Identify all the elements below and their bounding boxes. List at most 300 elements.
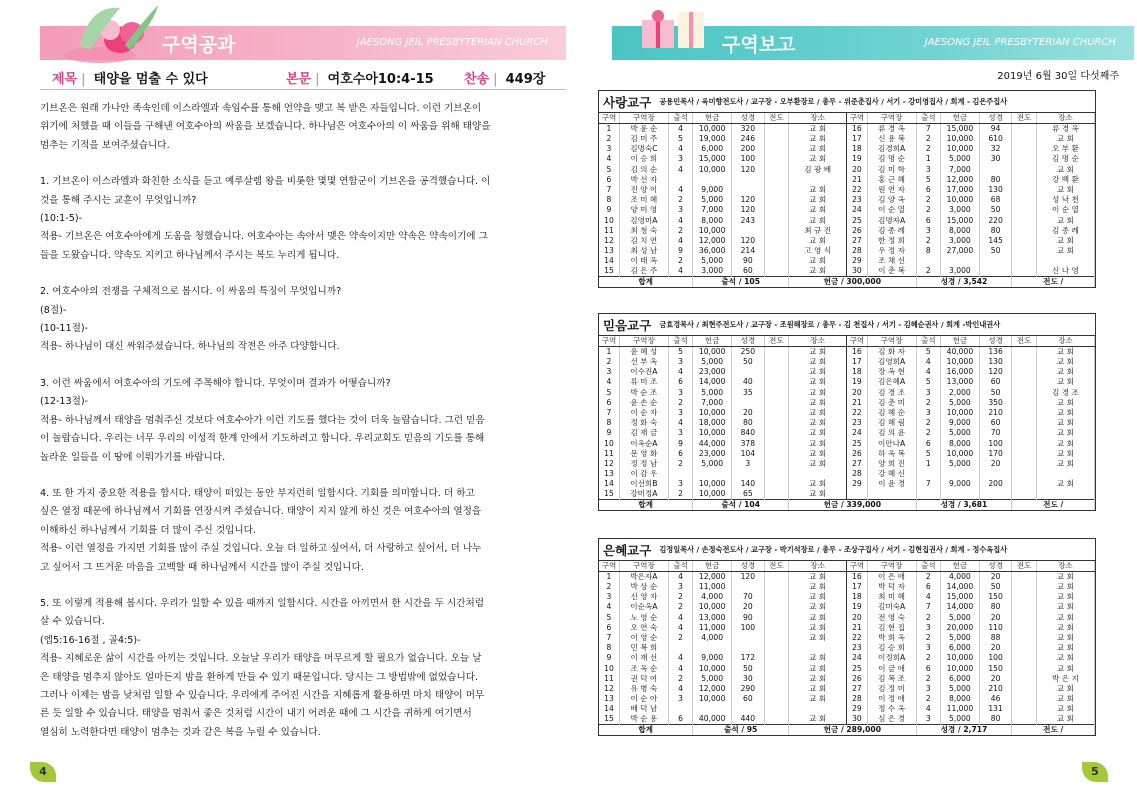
table-cell: 29 (847, 256, 867, 266)
table-cell: 교 회 (789, 134, 847, 144)
column-header: 장소 (789, 113, 847, 124)
table-cell: 30 (979, 154, 1012, 164)
table-cell: 23 (847, 643, 867, 653)
table-cell: 15,000 (941, 592, 980, 602)
table-cell (764, 185, 788, 195)
table-cell: 오 연 숙 (619, 623, 668, 633)
district-staff: 김정일목사 / 손정숙전도사 / 교구장 - 박기석장로 / 총무 - 조상구집사 / 서기 - 김현집권사 / 회계 - 정수옥집사 (659, 544, 1008, 554)
table-row (599, 694, 1095, 704)
table-cell (764, 449, 788, 459)
table-cell (1036, 489, 1094, 500)
table-cell: 2 (916, 613, 940, 623)
table-cell: 5 (916, 449, 940, 459)
table-cell (1012, 398, 1036, 408)
table-cell: 박 덕 자 (867, 582, 916, 592)
table-cell: 6 (916, 664, 940, 674)
table-cell (764, 592, 788, 602)
table-row (599, 418, 1095, 428)
table-cell: 12,000 (693, 684, 732, 694)
table-cell: 4 (668, 653, 692, 663)
table-cell: 20 (732, 602, 765, 612)
table-cell: 2 (599, 357, 619, 367)
column-header: 헌금 (693, 561, 732, 572)
table-cell: 김미숙A (867, 602, 916, 612)
table-cell: 교 회 (789, 236, 847, 246)
table-cell: 교 회 (1036, 439, 1094, 449)
table-cell (1012, 124, 1036, 135)
table-cell: 교 회 (1036, 572, 1094, 583)
table-cell: 140 (732, 479, 765, 489)
table-cell: 3 (668, 205, 692, 215)
table-cell: 민 복 희 (619, 643, 668, 653)
table-cell: 14,000 (941, 602, 980, 612)
table-cell: 신 영 자 (619, 592, 668, 602)
table-cell (1012, 613, 1036, 623)
table-cell: 9 (599, 205, 619, 215)
table-cell: 교 회 (1036, 714, 1094, 725)
table-cell (1012, 459, 1036, 469)
table-cell (979, 489, 1012, 500)
table-cell: 3 (668, 154, 692, 164)
table-cell: 18 (847, 144, 867, 154)
table-cell: 10,000 (693, 664, 732, 674)
table-cell: 이 정 애 (867, 694, 916, 704)
table-cell: 이 태 옥 (619, 256, 668, 266)
column-header: 장소 (1036, 113, 1094, 124)
column-header: 장소 (1036, 336, 1094, 347)
table-cell: 4 (668, 165, 692, 175)
table-cell: 26 (847, 449, 867, 459)
table-row (599, 266, 1095, 277)
table-cell: 32 (979, 144, 1012, 154)
table-cell: 7,000 (693, 398, 732, 408)
table-cell: 5,000 (693, 459, 732, 469)
table-cell: 120 (979, 367, 1012, 377)
column-header: 전도 (764, 561, 788, 572)
table-cell (764, 195, 788, 205)
table-cell: 130 (979, 185, 1012, 195)
table-cell: 6 (668, 377, 692, 387)
table-cell: 교 회 (789, 479, 847, 489)
table-cell: 강 혜 신 (867, 469, 916, 479)
table-cell: 3 (916, 643, 940, 653)
district-table (599, 113, 1095, 287)
table-row (599, 633, 1095, 643)
table-cell: 14 (599, 479, 619, 489)
table-cell (1012, 165, 1036, 175)
table-cell (668, 704, 692, 714)
table-cell: 5 (599, 613, 619, 623)
table-cell: 378 (732, 439, 765, 449)
table-cell: 22 (847, 633, 867, 643)
table-cell: 2 (668, 489, 692, 500)
table-row (599, 643, 1095, 653)
table-cell: 80 (979, 226, 1012, 236)
table-row (599, 165, 1095, 175)
table-cell: 하 옥 복 (867, 449, 916, 459)
table-cell: 교 회 (1036, 134, 1094, 144)
table-cell: 14 (599, 256, 619, 266)
table-cell: 교 회 (789, 377, 847, 387)
table-cell: 교 회 (1036, 613, 1094, 623)
table-cell: 10,000 (941, 408, 980, 418)
table-cell: 2 (916, 134, 940, 144)
table-cell: 70 (732, 592, 765, 602)
table-cell: 교 회 (789, 216, 847, 226)
table-cell (1012, 266, 1036, 277)
table-cell: 이 순 열 (867, 205, 916, 215)
table-cell (732, 185, 765, 195)
table-cell: 교 회 (1036, 704, 1094, 714)
flower-decoration-icon (60, 0, 160, 70)
column-header: 성경 (979, 336, 1012, 347)
table-cell: 김 경 조 (1036, 388, 1094, 398)
table-cell: 김영희A (867, 357, 916, 367)
title-divider (40, 89, 566, 90)
table-cell: 16,000 (941, 367, 980, 377)
page-number-left: 4 (30, 762, 56, 782)
table-cell: 1 (599, 124, 619, 135)
table-cell: 교 회 (1036, 653, 1094, 663)
table-cell: 교 회 (789, 195, 847, 205)
table-cell: 교 회 (789, 418, 847, 428)
table-cell: 5,000 (693, 388, 732, 398)
table-cell: 10 (599, 216, 619, 226)
table-cell (1012, 582, 1036, 592)
table-cell (764, 256, 788, 266)
table-cell: 60 (732, 694, 765, 704)
table-cell (1012, 256, 1036, 266)
table-cell: 14 (599, 704, 619, 714)
table-cell: 11,000 (941, 704, 980, 714)
table-cell: 26 (847, 226, 867, 236)
table-cell: 최 미 혜 (867, 592, 916, 602)
table-cell: 20 (847, 388, 867, 398)
table-cell: 이 금 애 (867, 664, 916, 674)
table-cell: 5,000 (693, 195, 732, 205)
table-row (599, 459, 1095, 469)
totals-offering: 헌금 / 339,000 (789, 500, 916, 511)
table-cell: 원 연 자 (867, 185, 916, 195)
table-cell: 10,000 (693, 347, 732, 358)
table-cell: 2 (916, 236, 940, 246)
table-cell: 5,000 (941, 398, 980, 408)
table-cell: 교 회 (789, 154, 847, 164)
table-cell: 10,000 (693, 694, 732, 704)
table-cell: 20 (732, 408, 765, 418)
table-cell (847, 489, 867, 500)
table-cell: 172 (732, 653, 765, 663)
table-cell: 10,000 (941, 449, 980, 459)
table-cell: 정 수 옥 (867, 704, 916, 714)
paragraph: 5. 또 이렇게 적용해 봅시다. 우리가 일할 수 있을 때까지 일합시다. 시간을 아끼면서 한 시간을 두 시간처럼 살 수 있습니다. (엡5:16-16절 , 골4:5)- 적용- 지혜로운 삶이 시간을 아끼는 것입니다. 오늘날 우리가 태양을 머무르게 할 필요가 없습니다. 오늘 날 은 태양을 멈추지 않아도 얼마든지 밤을 환하게 만들 수 있기 때문입니다. 당시는 그 방법밖에 없었습니다. 그러나 이제는 밤을 낮처럼 일할 수 있습니다. 우리에게 주어진 시간을 지혜롭게 활용하면 마치 태양이 머무 른 듯 일할 수 있습니다. 태양을 멈춰서 좋은 것처럼 시간이 내기 어려운 때에 그 시간을 귀하게 여기면서 열심히 노력한다면 태양이 멈추는 것과 같은 복을 누릴 수 있습니다. (40, 597, 485, 738)
table-cell: 8 (599, 195, 619, 205)
table-cell: 이 춘 복 (867, 266, 916, 277)
table-cell: 2 (668, 398, 692, 408)
totals-row (599, 277, 1095, 288)
table-cell: 15,000 (941, 216, 980, 226)
table-cell: 4 (668, 572, 692, 583)
column-header: 구역 (599, 561, 619, 572)
table-cell (1012, 469, 1036, 479)
table-cell (732, 469, 765, 479)
table-cell: 50 (979, 246, 1012, 256)
table-cell: 교 회 (1036, 602, 1094, 612)
table-cell: 교 회 (1036, 643, 1094, 653)
table-cell: 김명자A (867, 216, 916, 226)
table-cell: 2 (916, 266, 940, 277)
table-cell: 27 (847, 459, 867, 469)
table-cell: 12 (599, 236, 619, 246)
table-cell: 2 (668, 674, 692, 684)
table-cell: 7 (916, 602, 940, 612)
table-cell: 14,000 (941, 582, 980, 592)
report-date: 2019년 6월 30일 다섯째주 (997, 71, 1119, 82)
table-cell: 5,000 (693, 357, 732, 367)
table-cell: 210 (979, 408, 1012, 418)
table-cell: 박 희 옥 (867, 633, 916, 643)
table-cell: 18 (847, 592, 867, 602)
table-cell: 4 (668, 684, 692, 694)
table-cell: 교 회 (789, 439, 847, 449)
table-cell: 250 (732, 347, 765, 358)
column-header: 구역 (847, 336, 867, 347)
table-cell: 5 (668, 347, 692, 358)
table-cell: 김 의 윤 (867, 428, 916, 438)
table-cell: 440 (732, 714, 765, 725)
table-cell: 4 (668, 367, 692, 377)
table-cell: 5 (599, 388, 619, 398)
table-cell: 13 (599, 694, 619, 704)
table-cell: 박 윤 순 (619, 124, 668, 135)
table-cell: 신 용 복 (867, 134, 916, 144)
table-cell: 3,000 (941, 205, 980, 215)
table-cell: 2 (599, 582, 619, 592)
table-cell (1012, 357, 1036, 367)
table-cell: 68 (979, 195, 1012, 205)
district-name: 사랑교구 (603, 94, 652, 110)
table-cell: 17 (847, 357, 867, 367)
table-cell (764, 459, 788, 469)
table-cell: 2,000 (941, 388, 980, 398)
table-cell: 김 화 자 (867, 347, 916, 358)
table-row (599, 154, 1095, 164)
table-cell (1012, 134, 1036, 144)
lesson-title-bar: 제목 | 태양을 멈출 수 있다 본문 | 여호수아10:4-15 찬송 | 449장 (52, 72, 546, 87)
table-cell: 20 (847, 165, 867, 175)
table-cell (916, 489, 940, 500)
table-cell: 131 (979, 704, 1012, 714)
table-cell: 145 (979, 236, 1012, 246)
table-cell: 교 회 (1036, 236, 1094, 246)
table-cell (1012, 144, 1036, 154)
table-cell (1012, 205, 1036, 215)
column-header: 성경 (732, 113, 765, 124)
table-header-row (599, 336, 1095, 347)
table-cell (1012, 714, 1036, 725)
district-section (598, 313, 1096, 511)
table-cell: 24 (847, 428, 867, 438)
table-cell: 5,000 (941, 459, 980, 469)
table-cell: 7 (599, 408, 619, 418)
table-cell: 10,000 (693, 489, 732, 500)
table-cell: 4,000 (941, 572, 980, 583)
table-cell: 6 (668, 714, 692, 725)
column-header: 전도 (764, 113, 788, 124)
paragraph: 3. 이런 싸움에서 여호수아의 기도에 주목해야 합니다. 무엇이며 결과가 어떻습니까? (12-13절)- 적용- 하나님께서 태양을 멈춰주신 것보다 여호수아가 이런 기도를 했다는 것이 더욱 놀랍습니다. 그런 믿음 이 놀랍습니다. 우리는 너무 우리의 이성적 한계 안에서 기도하려고 합니다. 우리교회도 믿음의 기도를 통해 놀라운 일들을 이 땅에 이뤄가기를 바랍니다. (40, 377, 485, 463)
table-cell: 9 (668, 439, 692, 449)
table-cell: 4 (668, 664, 692, 674)
table-cell: 7 (599, 185, 619, 195)
table-cell: 노 영 순 (619, 613, 668, 623)
table-cell: 8 (599, 643, 619, 653)
table-cell: 이 순 아 (619, 694, 668, 704)
table-cell: 교 회 (789, 144, 847, 154)
table-cell: 26 (847, 674, 867, 684)
table-cell: 30 (847, 714, 867, 725)
table-cell: 15 (599, 714, 619, 725)
column-header: 출석 (668, 561, 692, 572)
table-cell: 조 미 혜 (619, 195, 668, 205)
district-name: 은혜교구 (603, 542, 652, 558)
table-cell (764, 684, 788, 694)
column-header: 전도 (764, 336, 788, 347)
table-cell: 김 승 희 (867, 643, 916, 653)
totals-label: 합계 (599, 277, 693, 288)
table-row (599, 408, 1095, 418)
table-cell: 3,000 (941, 236, 980, 246)
table-cell: 840 (732, 428, 765, 438)
table-cell: 교 회 (789, 602, 847, 612)
column-header: 성경 (732, 561, 765, 572)
table-cell (1012, 439, 1036, 449)
scripture-text: 여호수아10:4-15 (327, 72, 434, 87)
column-header: 장소 (1036, 561, 1094, 572)
column-header: 성경 (979, 113, 1012, 124)
title-label: 제목 (52, 72, 78, 87)
column-header: 출석 (916, 561, 940, 572)
table-cell: 19 (847, 154, 867, 164)
table-row (599, 428, 1095, 438)
table-cell: 교 회 (1036, 185, 1094, 195)
table-cell: 10,000 (941, 653, 980, 663)
column-header: 헌금 (941, 113, 980, 124)
table-cell: 200 (979, 479, 1012, 489)
table-cell: 9,000 (941, 479, 980, 489)
table-cell (764, 226, 788, 236)
table-cell: 윤 손 순 (619, 398, 668, 408)
table-cell: 110 (979, 623, 1012, 633)
table-cell: 23 (847, 418, 867, 428)
table-cell: 2 (916, 674, 940, 684)
table-cell: 교 회 (789, 124, 847, 135)
table-cell (764, 144, 788, 154)
table-cell: 1 (916, 154, 940, 164)
table-cell: 170 (979, 449, 1012, 459)
gift-box-decoration-icon (612, 0, 722, 64)
table-cell: 14,000 (693, 377, 732, 387)
table-cell: 246 (732, 134, 765, 144)
table-cell: 210 (979, 684, 1012, 694)
table-cell: 150 (979, 592, 1012, 602)
table-cell: 정 정 남 (619, 459, 668, 469)
table-cell: 13,000 (693, 613, 732, 623)
table-cell: 10,000 (693, 408, 732, 418)
table-cell (764, 469, 788, 479)
table-cell: 11 (599, 674, 619, 684)
table-cell: 2 (668, 633, 692, 643)
table-cell: 교 회 (1036, 623, 1094, 633)
table-cell: 610 (979, 134, 1012, 144)
table-cell: 46 (979, 694, 1012, 704)
table-cell: 김 경 조 (867, 388, 916, 398)
table-cell: 16 (847, 572, 867, 583)
table-cell (941, 489, 980, 500)
left-header-title: 구역공과 (162, 34, 236, 56)
table-cell: 이수진A (619, 367, 668, 377)
table-cell: 류 미 조 (619, 377, 668, 387)
table-cell: 50 (979, 205, 1012, 215)
table-cell: 신 나 영 (1036, 266, 1094, 277)
table-cell: 4 (668, 623, 692, 633)
column-header: 전도 (1012, 336, 1036, 347)
totals-attendance: 출석 / 105 (693, 277, 789, 288)
table-cell: 2 (599, 134, 619, 144)
column-header: 구역장 (867, 336, 916, 347)
table-cell: 13 (599, 246, 619, 256)
table-cell: 24 (847, 653, 867, 663)
table-cell (1012, 684, 1036, 694)
table-row (599, 124, 1095, 135)
table-cell (1012, 236, 1036, 246)
table-cell (764, 216, 788, 226)
table-cell: 6 (599, 623, 619, 633)
table-cell: 28 (847, 246, 867, 256)
table-cell: 2 (668, 592, 692, 602)
table-cell: 4 (668, 266, 692, 277)
table-row (599, 664, 1095, 674)
column-header: 헌금 (693, 336, 732, 347)
table-row (599, 377, 1095, 387)
table-cell: 교 회 (1036, 357, 1094, 367)
table-cell (764, 347, 788, 358)
table-cell: 4,000 (693, 633, 732, 643)
table-cell: 10,000 (941, 134, 980, 144)
column-header: 헌금 (693, 113, 732, 124)
table-cell (941, 256, 980, 266)
table-cell (916, 469, 940, 479)
column-header: 구역장 (619, 336, 668, 347)
table-cell: 12,000 (941, 175, 980, 185)
table-cell: 5,000 (941, 613, 980, 623)
table-row (599, 674, 1095, 684)
table-cell: 8,000 (941, 694, 980, 704)
table-cell: 김 복 조 (867, 674, 916, 684)
table-cell (789, 175, 847, 185)
table-cell (764, 653, 788, 663)
table-cell: 박 상 순 (619, 582, 668, 592)
table-cell (1012, 653, 1036, 663)
table-cell: 20 (979, 459, 1012, 469)
table-row (599, 572, 1095, 583)
table-cell: 4 (668, 216, 692, 226)
table-cell: 문 영 화 (619, 449, 668, 459)
totals-label: 합계 (599, 500, 693, 511)
table-cell: 2 (916, 428, 940, 438)
table-cell (764, 124, 788, 135)
table-cell: 윤 혜 성 (619, 347, 668, 358)
district-name: 믿음교구 (603, 317, 652, 333)
